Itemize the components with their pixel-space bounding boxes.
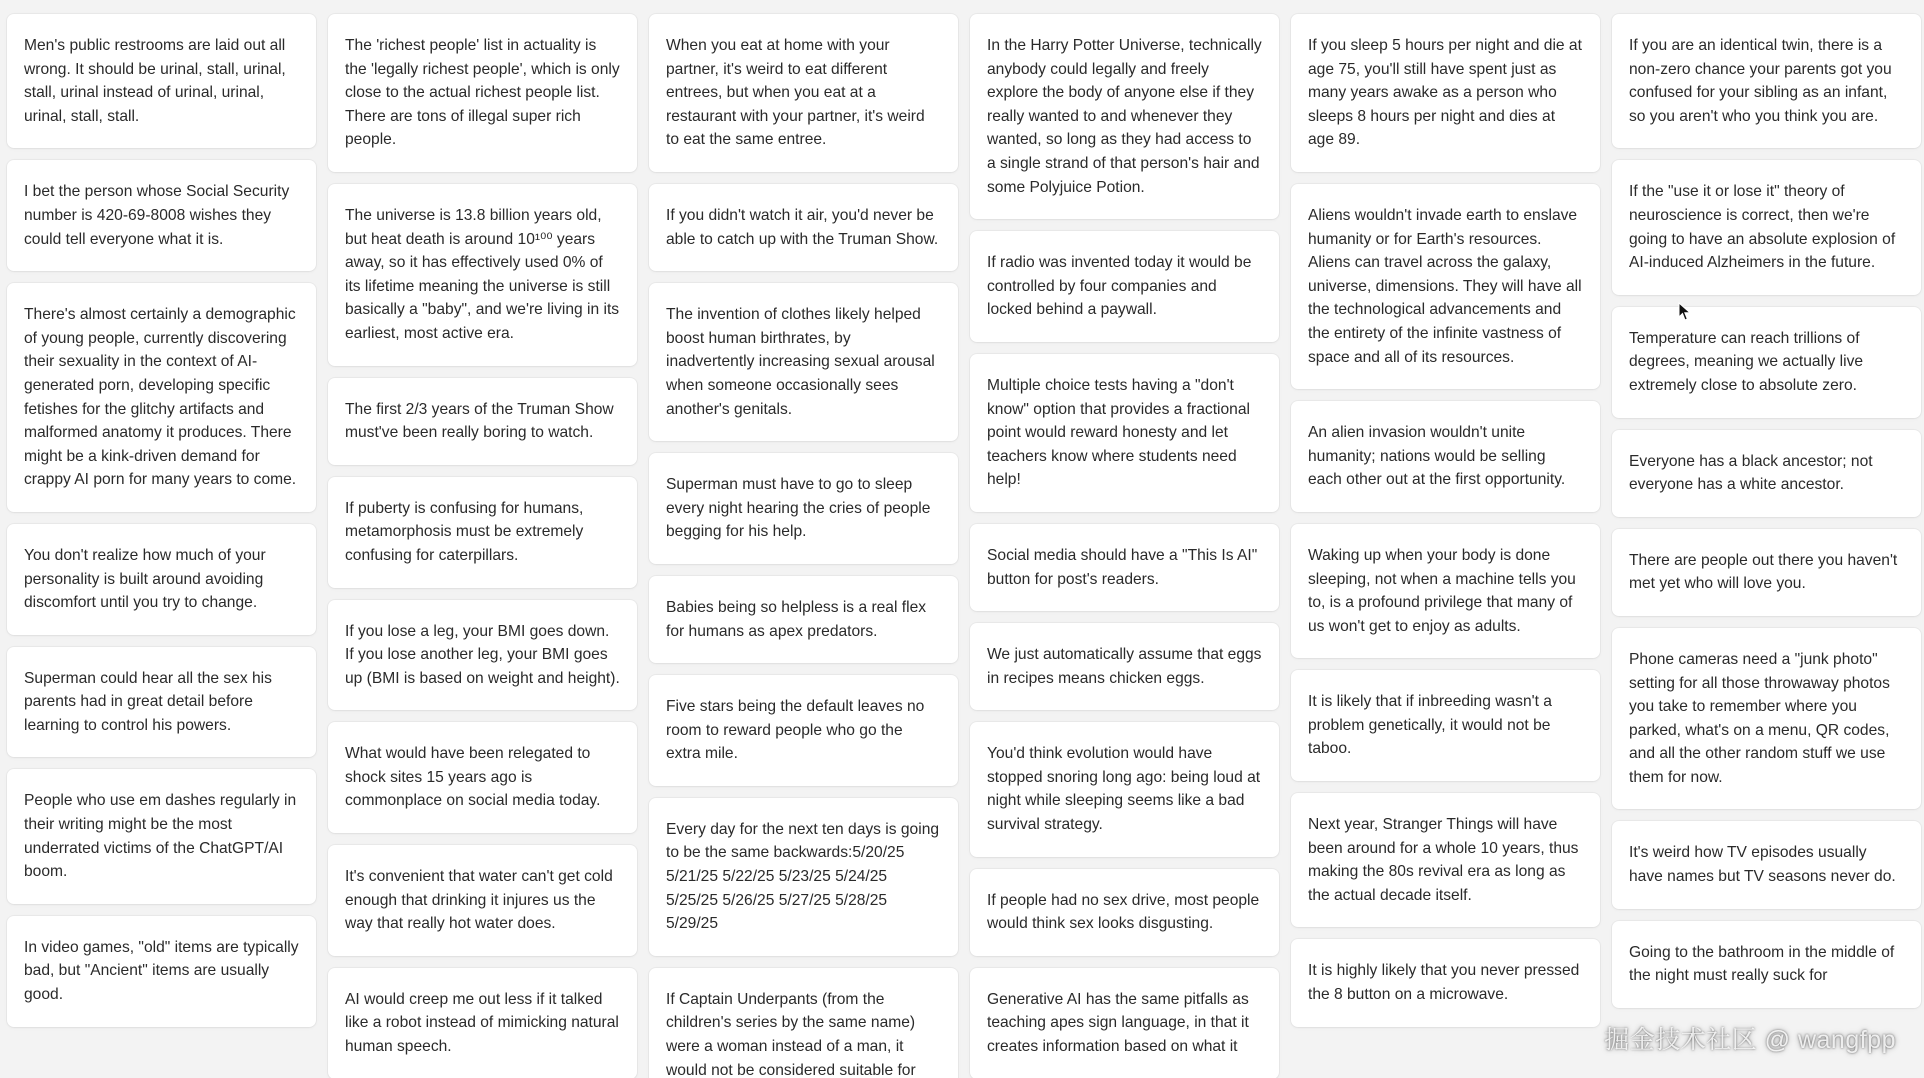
post-text: You don't realize how much of your personality is built around avoiding discomfort until you try to change. [24,546,266,612]
post-text: Aliens wouldn't invade earth to enslave humanity or for Earth's resources. Aliens can travel across the galaxy, universe, dimensions. They will have all the technological advancements and the entirety of the infinite vastness of space and all of its resources. [1308,206,1582,366]
feed-column [1612,14,1921,1008]
feed-column [1291,14,1600,1027]
post-text: If you lose a leg, your BMI goes down. If you lose another leg, your BMI goes up (BMI is based on weight and height). [345,622,620,687]
post-card[interactable] [1291,14,1600,172]
post-text: It's weird how TV episodes usually have names but TV seasons never do. [1629,844,1896,886]
post-text: Everyone has a black ancestor; not everyone has a white ancestor. [1629,452,1873,494]
post-card[interactable] [1612,307,1921,418]
post-card[interactable] [7,769,316,903]
post-card[interactable] [1612,430,1921,517]
post-card[interactable] [328,378,637,465]
post-text: The first 2/3 years of the Truman Show must've been really boring to watch. [345,400,614,442]
post-card[interactable] [1291,184,1600,389]
post-text: Temperature can reach trillions of degrees, meaning we actually live extremely close to absolute zero. [1629,329,1864,394]
post-card[interactable] [7,283,316,512]
post-card[interactable] [7,916,316,1027]
post-text: Babies being so helpless is a real flex for humans as apex predators. [666,598,927,640]
post-text: AI would creep me out less if it talked like a robot instead of mimicking natural human speech. [345,990,619,1056]
post-card[interactable] [7,647,316,758]
post-text: Waking up when your body is done sleeping, not when a machine tells you to, is a profound privilege that many of us won't get to enjoy as adults. [1308,546,1576,635]
post-card[interactable] [1291,939,1600,1026]
post-card[interactable] [970,524,1279,611]
post-card[interactable] [328,845,637,956]
post-card[interactable] [1612,628,1921,810]
mouse-pointer-icon [1678,302,1692,322]
post-card[interactable] [1612,160,1921,294]
post-text: Every day for the next ten days is going to be the same backwards:5/20/25 5/21/25 5/22/25 5/23/25 5/24/25 5/25/25 5/26/25 5/27/25 5/28/25 5/29/25 [666,820,940,933]
post-text: In video games, "old" items are typically bad, but "Ancient" items are usually good. [24,938,299,1004]
post-text: It's convenient that water can't get cold enough that drinking it injures us the way that really hot water does. [345,868,613,933]
post-card[interactable] [1291,793,1600,927]
post-text: It is highly likely that you never pressed the 8 button on a microwave. [1308,962,1580,1004]
feed-column [649,14,958,1078]
post-card[interactable] [970,869,1279,956]
feed-column [7,14,316,1027]
post-text: What would have been relegated to shock sites 15 years ago is commonplace on social media today. [345,745,601,810]
feed-column [970,14,1279,1078]
post-text: If radio was invented today it would be controlled by four companies and locked behind a paywall. [987,254,1252,319]
post-text: If the "use it or lose it" theory of neuroscience is correct, then we're going to have an absolute explosion of AI-induced Alzheimers in the future. [1629,183,1896,272]
post-card[interactable] [970,354,1279,512]
post-card[interactable] [328,184,637,366]
post-card[interactable] [649,968,958,1078]
post-text: Social media should have a "This Is AI" button for post's readers. [987,546,1258,588]
post-text: If Captain Underpants (from the children's series by the same name) were a woman instead of a man, it would not be considered suitable for [666,990,916,1078]
post-card[interactable] [7,160,316,271]
post-text: If you are an identical twin, there is a non-zero chance your parents got you confused for your sibling as an infant, so you aren't who you think you are. [1629,37,1892,125]
watermark: 掘金技术社区 @ wangfpp [1604,1026,1896,1054]
masonry-grid [7,14,1921,1078]
post-text: The 'richest people' list in actuality is the 'legally richest people', which is only close to the actual richest people list. There are tons of illegal super rich people. [345,37,620,149]
post-text: The invention of clothes likely helped boost human birthrates, by inadvertently increasing sexual arousal when someone occasionally sees another's genitals. [666,306,935,418]
post-text: You'd think evolution would have stopped snoring long ago: being loud at night while sleeping seems like a bad survival strategy. [987,745,1261,834]
post-text: If you didn't watch it air, you'd never be able to catch up with the Truman Show. [666,206,939,248]
post-card[interactable] [970,231,1279,342]
post-card[interactable] [970,14,1279,219]
post-card[interactable] [649,184,958,271]
post-text: Men's public restrooms are laid out all wrong. It should be urinal, stall, urinal, stall, urinal instead of urinal, urinal, urinal, stall, stall. [24,37,286,125]
post-card[interactable] [328,477,637,588]
post-text: We just automatically assume that eggs in recipes means chicken eggs. [987,646,1262,687]
post-text: It is likely that if inbreeding wasn't a problem genetically, it would not be taboo. [1308,693,1552,758]
post-card[interactable] [970,623,1279,710]
post-card[interactable] [1612,921,1921,1008]
feed-column [328,14,637,1078]
post-card[interactable] [649,14,958,172]
post-text: Multiple choice tests having a "don't know" option that provides a fractional point would reward honesty and let teachers know where students need help! [987,376,1250,489]
post-card[interactable] [970,722,1279,856]
post-text: In the Harry Potter Universe, technically anybody could legally and freely explore the body of anyone else if they really wanted to and whenever they wanted, so long as they had access to a single strand of that person's hair and some Polyjuice Potion. [987,37,1262,196]
post-card[interactable] [1612,14,1921,148]
post-text: There are people out there you haven't met yet who will love you. [1629,551,1898,593]
post-card[interactable] [1291,524,1600,658]
post-text: I bet the person whose Social Security number is 420-69-8008 wishes they could tell everyone what it is. [24,183,290,248]
post-card[interactable] [649,283,958,441]
post-card[interactable] [1612,529,1921,616]
post-text: The universe is 13.8 billion years old, but heat death is around 10¹⁰⁰ years away, so it has effectively used 0% of its lifetime meaning the universe is still basically a "baby", and we're living in its earliest, most active era. [345,206,620,342]
post-card[interactable] [328,722,637,833]
post-card[interactable] [970,968,1279,1078]
post-text: If you sleep 5 hours per night and die at age 75, you'll still have spent just as many years awake as a person who sleeps 8 hours per night and dies at age 89. [1308,37,1582,149]
post-card[interactable] [328,14,637,172]
post-card[interactable] [7,14,316,148]
post-text: Generative AI has the same pitfalls as teaching apes sign language, in that it creates information based on what it [987,990,1249,1056]
post-text: Five stars being the default leaves no room to reward people who go the extra mile. [666,698,925,763]
post-card[interactable] [7,524,316,635]
post-text: Next year, Stranger Things will have been around for a whole 10 years, thus making the 80s revival era as long as the actual decade itself. [1308,816,1579,904]
post-card[interactable] [649,798,958,956]
post-card[interactable] [1291,401,1600,512]
post-card[interactable] [328,600,637,711]
post-card[interactable] [649,576,958,663]
post-text: If puberty is confusing for humans, metamorphosis must be extremely confusing for caterpillars. [345,499,584,564]
post-text: People who use em dashes regularly in their writing might be the most underrated victims of the ChatGPT/AI boom. [24,792,297,881]
post-text: Going to the bathroom in the middle of the night must really suck for [1629,943,1895,985]
post-text: There's almost certainly a demographic of young people, currently discovering their sexuality in the context of AI-generated porn, developing specific fetishes for the glitchy artifacts and malformed anatomy it produces. There might be a kink-driven demand for crappy AI porn for many years to come. [24,306,297,489]
post-card[interactable] [649,675,958,786]
post-text: Phone cameras need a "junk photo" setting for all those throwaway photos you take to remember where you parked, what's on a menu, QR codes, and all the other random stuff we use them for now. [1629,650,1890,786]
post-text: If people had no sex drive, most people would think sex looks disgusting. [987,891,1260,933]
post-text: Superman could hear all the sex his parents had in great detail before learning to control his powers. [24,669,272,734]
post-card[interactable] [1291,670,1600,781]
post-card[interactable] [649,453,958,564]
post-text: When you eat at home with your partner, it's weird to eat different entrees, but when you eat at a restaurant with your partner, it's weird to eat the same entree. [666,37,925,149]
post-text: An alien invasion wouldn't unite humanity; nations would be selling each other out at the first opportunity. [1308,424,1566,489]
post-card[interactable] [1612,821,1921,908]
post-card[interactable] [328,968,637,1078]
post-text: Superman must have to go to sleep every night hearing the cries of people begging for his help. [666,476,931,541]
